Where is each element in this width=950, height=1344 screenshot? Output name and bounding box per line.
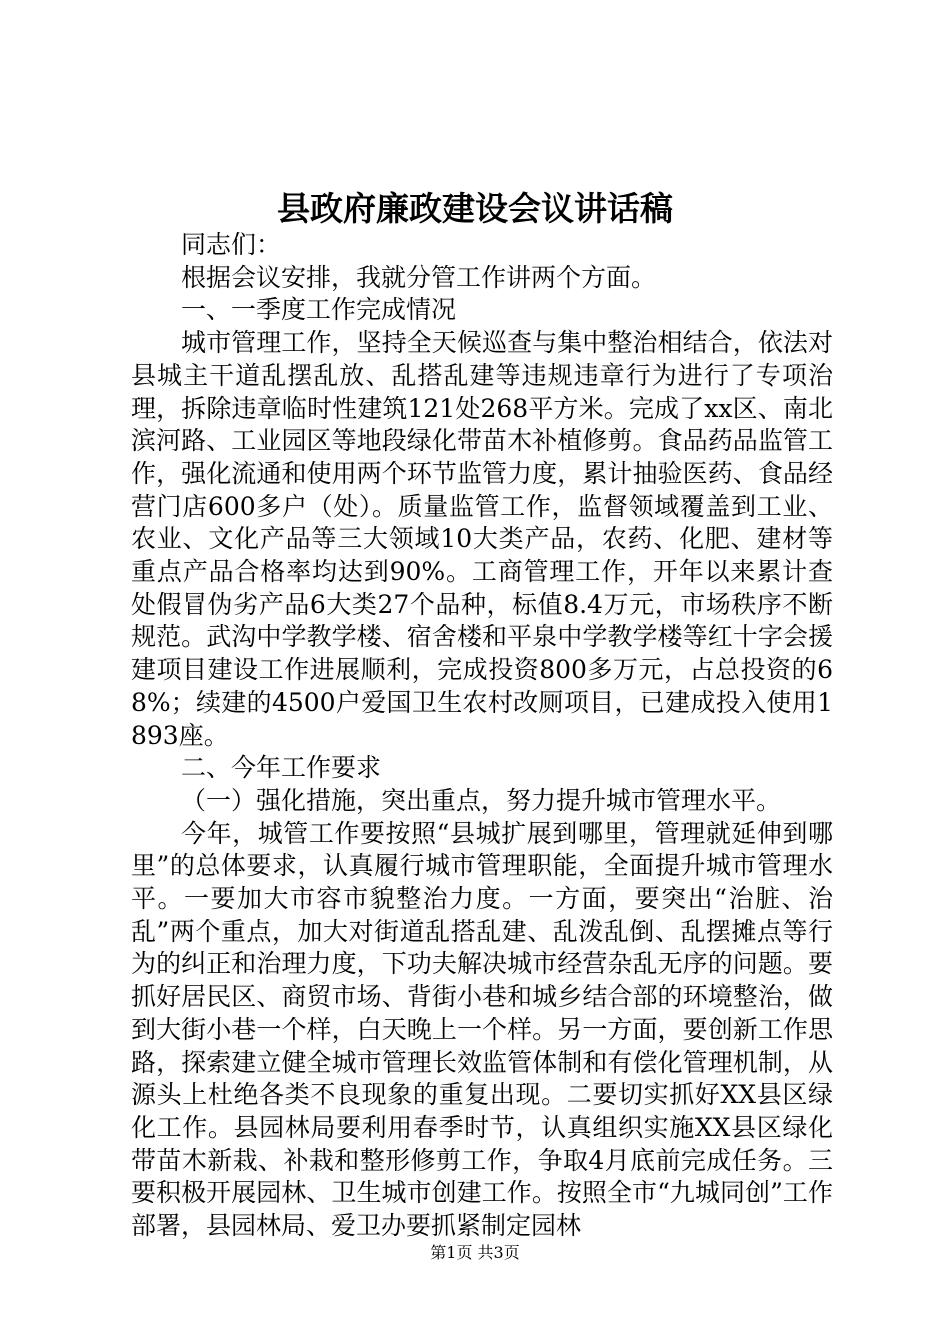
section-heading-1: 一、一季度工作完成情况	[181, 295, 457, 325]
salutation-paragraph: 同志们：	[181, 230, 282, 259]
document-body	[131, 229, 833, 1243]
subsection-heading-1: （一）强化措施，突出重点，努力提升城市管理水平。	[181, 785, 782, 815]
section-heading-2: 二、今年工作要求	[181, 753, 382, 783]
body-paragraph-2: 今年，城管工作要按照“县城扩展到哪里，管理就延伸到哪里”的总体要求，认真履行城市管理职能，全面提升城市管理水平。一要加大市容市貌整治力度。一方面，要突出“治脏、治乱”两个重点，加大对街道乱搭乱建、乱泼乱倒、乱摆摊点等行为的纠正和治理力度，下功夫解决城市经营杂乱无序的问题。要抓好居民区、商贸市场、背街小巷和城乡结合部的环境整治，做到大街小巷一个样，白天晚上一个样。另一方面，要创新工作思路，探索建立健全城市管理长效监管体制和有偿化管理机制，从源头上杜绝各类不良现象的重复出现。二要切实抓好XX县区绿化工作。县园林局要利用春季时节，认真组织实施XX县区绿化带苗木新栽、补栽和整形修剪工作，争取4月底前完成任务。三要积极开展园林、卫生城市创建工作。按照全市“九城同创”工作部署，县园林局、爱卫办要抓紧制定园林	[131, 818, 833, 1241]
page-number-footer: 第1页 共3页	[430, 1243, 520, 1262]
document-title: 县政府廉政建设会议讲话稿	[277, 189, 673, 228]
intro-paragraph: 根据会议安排，我就分管工作讲两个方面。	[181, 262, 657, 292]
body-paragraph-1: 城市管理工作，坚持全天候巡查与集中整治相结合，依法对县城主干道乱摆乱放、乱搭乱建等违规违章行为进行了专项治理，拆除违章临时性建筑121处268平方米。完成了xx区、南北滨河路、工业园区等地段绿化带苗木补植修剪。食品药品监管工作，强化流通和使用两个环节监管力度，累计抽验医药、食品经营门店600多户（处）。质量监管工作，监督领域覆盖到工业、农业、文化产品等三大领域10大类产品，农药、化肥、建材等重点产品合格率均达到90%。工商管理工作，开年以来累计查处假冒伪劣产品6大类27个品种，标值8.4万元，市场秩序不断规范。武沟中学教学楼、宿舍楼和平泉中学教学楼等红十字会援建项目建设工作进展顺利，完成投资800多万元，占总投资的68%；续建的4500户爱国卫生农村改厕项目，已建成投入使用1893座。	[131, 328, 833, 750]
